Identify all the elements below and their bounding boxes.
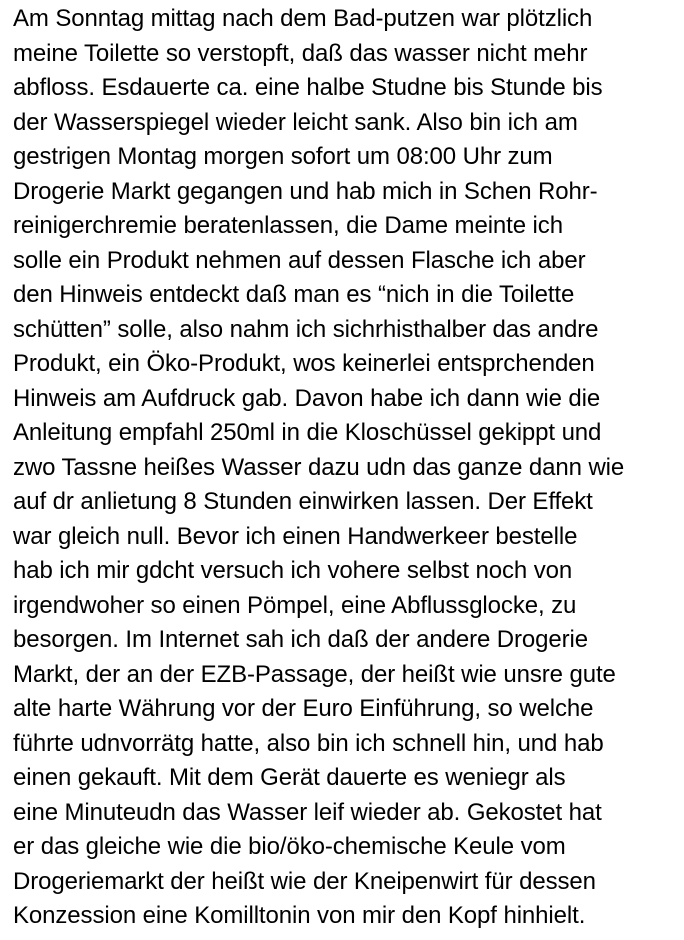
text-line: Am Sonntag mittag nach dem Bad-putzen war plötzlich [13, 5, 593, 32]
text-line: eine Minuteudn das Wasser leif wieder ab. Gekostet hat [13, 798, 602, 826]
text-line: hab ich mir gdcht versuch ich vohere selbst noch von [13, 557, 573, 584]
text-line: Markt, der an der EZB-Passage, der heißt wie unsre gute [13, 660, 616, 688]
text-line: Anleitung empfahl 250ml in die Kloschüssel gekippt und [13, 419, 602, 446]
text-line: einen gekauft. Mit dem Gerät dauerte es weniegr als [13, 764, 566, 791]
text-line: irgendwoher so einen Pömpel, eine Abflussglocke, zu [13, 591, 577, 619]
text-line: Hinweis am Aufdruck gab. Davon habe ich dann wie die [13, 384, 601, 412]
text-line: auf dr anlietung 8 Stunden einwirken lassen. Der Effekt [13, 488, 593, 515]
text-line: schütten” solle, also nahm ich sichrhisthalber das andre [13, 315, 599, 343]
text-line: meine Toilette so verstopft, daß das wasser nicht mehr [13, 39, 588, 67]
text-line: führte udnvorrätg hatte, also bin ich schnell hin, und hab [13, 729, 604, 757]
text-line: gestrigen Montag morgen sofort um 08:00 Uhr zum [13, 143, 553, 170]
text-line: solle ein Produkt nehmen auf dessen Flasche ich aber [13, 246, 586, 274]
text-line: zwo Tassne heißes Wasser dazu udn das ganze dann wie [13, 453, 625, 481]
text-line: Drogeriemarkt der heißt wie der Kneipenwirt für dessen [13, 867, 596, 895]
text-line: Konzession eine Komilltonin von mir den Kopf hinhielt. [13, 902, 586, 929]
text-line: er das gleiche wie die bio/öko-chemische Keule vom [13, 833, 566, 860]
text-line: besorgen. Im Internet sah ich daß der andere Drogerie [13, 626, 589, 653]
text-line: alte harte Währung vor der Euro Einführung, so welche [13, 695, 594, 722]
text-line: den Hinweis entdeckt daß man es “nich in die Toilette [13, 281, 575, 308]
text-line: Produkt, ein Öko-Produkt, wos keinerlei entsprchenden [13, 350, 595, 377]
text-line: war gleich null. Bevor ich einen Handwerkeer bestelle [13, 522, 578, 550]
text-line: reinigerchremie beratenlassen, die Dame meinte ich [13, 212, 563, 239]
text-line: der Wasserspiegel wieder leicht sank. Also bin ich am [13, 108, 578, 136]
text-line: abfloss. Esdauerte ca. eine halbe Studne bis Stunde bis [13, 74, 603, 101]
text-line: Drogerie Markt gegangen und hab mich in Schen Rohr- [13, 177, 598, 205]
body-text [13, 2, 681, 934]
